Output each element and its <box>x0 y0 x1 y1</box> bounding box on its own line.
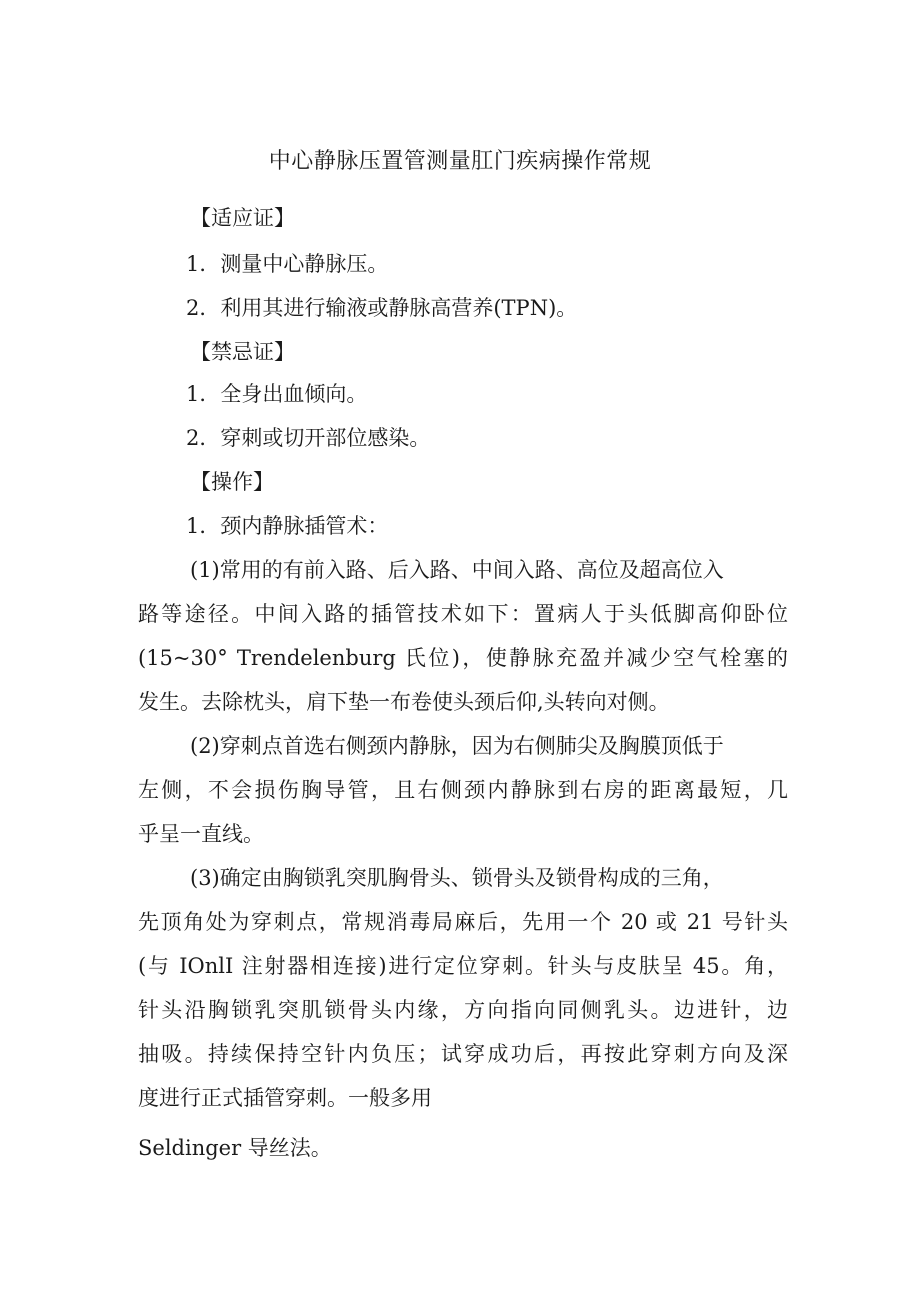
paragraph-3-line-4: 针头沿胸锁乳突肌锁骨头内缘，方向指向同侧乳头。边进针，边 <box>138 998 788 1022</box>
indication-item-1: 1．测量中心静脉压。 <box>186 252 389 276</box>
paragraph-1-line-2: 路等途径。中间入路的插管技术如下：置病人于头低脚高仰卧位 <box>138 602 788 626</box>
paragraph-1-line-3: (15~30° Trendelenburg 氏位)，使静脉充盈并减少空气栓塞的 <box>138 646 788 670</box>
contraindications-heading: 【禁忌证】 <box>190 340 295 364</box>
paragraph-3-line-2: 先顶角处为穿刺点，常规消毒局麻后，先用一个 20 或 21 号针头 <box>138 910 788 934</box>
indications-heading: 【适应证】 <box>190 206 295 230</box>
paragraph-3-line-5: 抽吸。持续保持空针内负压；试穿成功后，再按此穿刺方向及深 <box>138 1042 788 1066</box>
page-title: 中心静脉压置管测量肛门疾病操作常规 <box>268 149 652 174</box>
contraindication-item-2: 2．穿刺或切开部位感染。 <box>186 426 431 450</box>
indication-item-2: 2．利用其进行输液或静脉高营养(TPN)。 <box>186 296 578 320</box>
paragraph-1-line-1: (1)常用的有前入路、后入路、中间入路、高位及超高位入 <box>190 558 724 582</box>
paragraph-3-line-6: 度进行正式插管穿刺。一般多用 <box>138 1086 432 1110</box>
paragraph-1-line-4: 发生。去除枕头，肩下垫一布卷使头颈后仰,头转向对侧。 <box>138 690 670 714</box>
paragraph-2-line-2: 左侧，不会损伤胸导管，且右侧颈内静脉到右房的距离最短，几 <box>138 778 788 802</box>
paragraph-2-line-1: (2)穿刺点首选右侧颈内静脉，因为右侧肺尖及胸膜顶低于 <box>190 734 724 758</box>
paragraph-3-line-3: (与 IOnlI 注射器相连接)进行定位穿刺。针头与皮肤呈 45。角， <box>138 954 788 978</box>
contraindication-item-1: 1．全身出血倾向。 <box>186 382 368 406</box>
operation-item-1: 1．颈内静脉插管术： <box>186 514 389 538</box>
paragraph-2-line-3: 乎呈一直线。 <box>138 822 264 846</box>
paragraph-3-line-1: (3)确定由胸锁乳突肌胸骨头、锁骨头及锁骨构成的三角， <box>190 866 724 890</box>
paragraph-3-tail: Seldinger 导丝法。 <box>138 1136 332 1160</box>
operation-heading: 【操作】 <box>190 470 274 494</box>
